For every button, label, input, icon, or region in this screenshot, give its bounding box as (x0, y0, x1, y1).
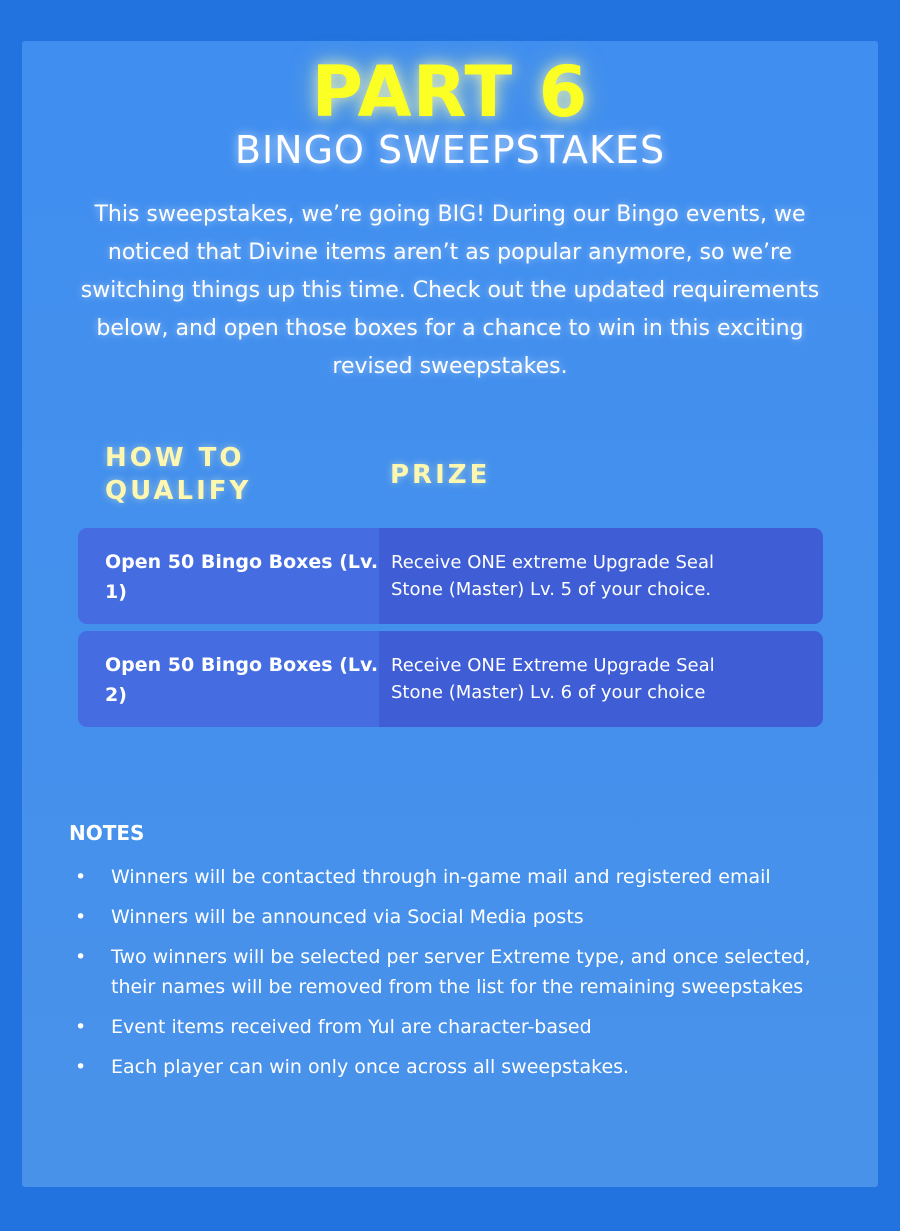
bullet-icon: • (75, 866, 87, 888)
list-item (69, 942, 839, 1002)
list-item (69, 1012, 839, 1042)
table-row (78, 631, 823, 727)
bullet-icon: • (75, 1016, 87, 1038)
note-text: Each player can win only once across all sweepstakes. (111, 1056, 630, 1078)
bullet-icon: • (75, 906, 87, 928)
prize-column-header: PRIZE (390, 460, 491, 490)
list-item (69, 902, 839, 932)
bullet-icon: • (75, 1056, 87, 1078)
qualify-cell: Open 50 Bingo Boxes (Lv. 2) (78, 631, 379, 727)
table-row (78, 528, 823, 624)
prize-cell: Receive ONE Extreme Upgrade Seal Stone (Master) Lv. 6 of your choice (379, 631, 823, 727)
page-subtitle: BINGO SWEEPSTAKES (234, 128, 666, 172)
qualify-column-header: HOW TO QUALIFY (105, 443, 252, 506)
page-title: PART 6 (311, 51, 589, 133)
note-text: Winners will be contacted through in-game mail and registered email (111, 866, 771, 888)
qualify-cell: Open 50 Bingo Boxes (Lv. 1) (78, 528, 379, 624)
list-item (69, 1052, 839, 1082)
list-item (69, 862, 839, 892)
note-text: Two winners will be selected per server Extreme type, and once selected, their names will be removed from the list for the remaining sweepstakes (111, 946, 811, 998)
prize-cell: Receive ONE extreme Upgrade Seal Stone (Master) Lv. 5 of your choice. (379, 528, 823, 624)
bullet-icon: • (75, 946, 87, 968)
notes-list (69, 862, 839, 1092)
notes-title: NOTES (69, 821, 145, 845)
intro-paragraph: This sweepstakes, we’re going BIG! During our Bingo events, we noticed that Divine items aren’t as popular anymore, so we’re switching things up this time. Check out the updated requirements below, and open those boxes for a chance to win in this exciting revised sweepstakes. (80, 202, 820, 379)
note-text: Winners will be announced via Social Media posts (111, 906, 584, 928)
note-text: Event items received from Yul are character-based (111, 1016, 592, 1038)
